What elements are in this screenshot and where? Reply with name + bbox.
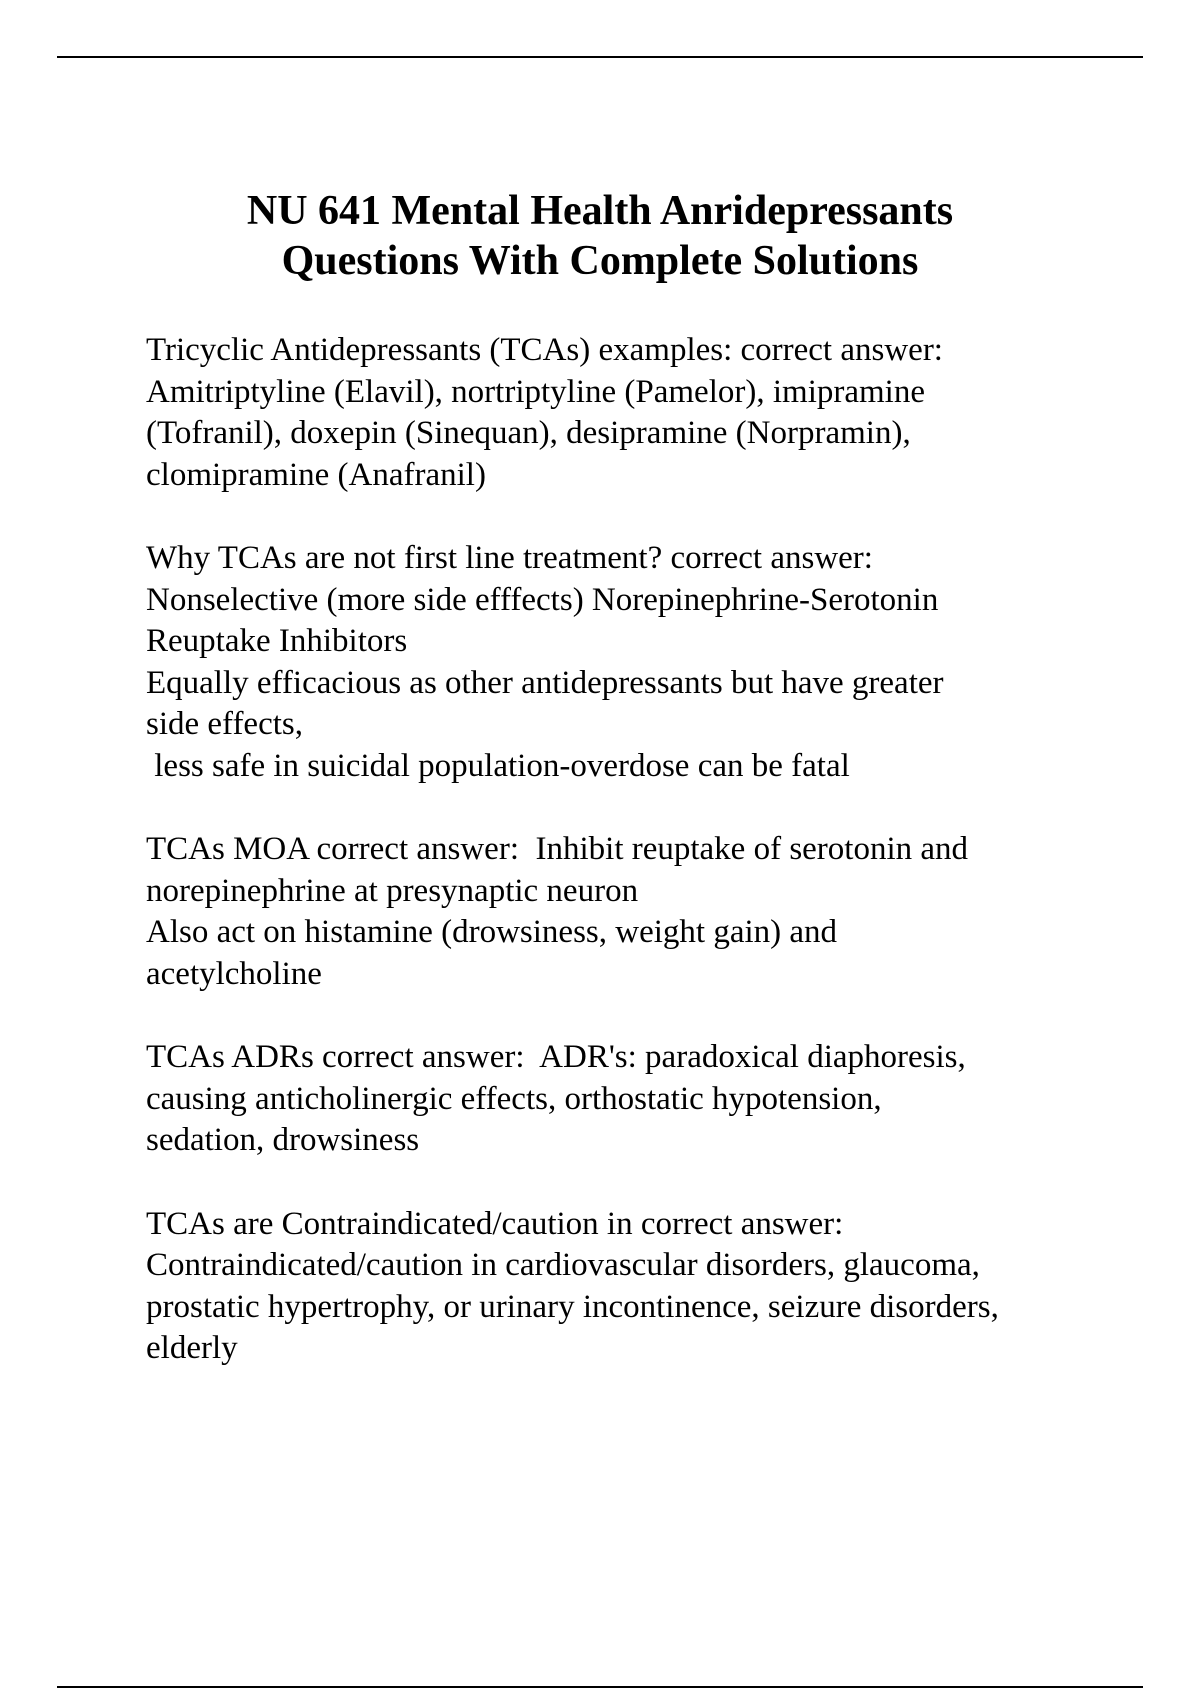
document-body xyxy=(146,330,1146,1412)
text-line: TCAs MOA correct answer: Inhibit reuptake of serotonin and xyxy=(146,831,969,867)
text-line: causing anticholinergic effects, orthostatic hypotension, xyxy=(146,1080,882,1117)
title-line-1: NU 641 Mental Health Anridepressants xyxy=(246,188,954,234)
text-line: Nonselective (more side efffects) Norepinephrine-Serotonin xyxy=(146,581,939,618)
text-line: Why TCAs are not first line treatment? correct answer: xyxy=(146,540,873,576)
title-line-2: Questions With Complete Solutions xyxy=(281,238,919,284)
qa-entry-adrs xyxy=(146,1037,1146,1162)
qa-entry-moa xyxy=(146,829,1146,995)
header-rule xyxy=(57,56,1143,58)
text-line: elderly xyxy=(146,1330,238,1366)
qa-entry-tca-examples xyxy=(146,330,1146,496)
text-line: Reuptake Inhibitors xyxy=(146,623,408,659)
text-line: Also act on histamine (drowsiness, weight gain) and xyxy=(146,914,838,950)
text-line: sedation, drowsiness xyxy=(146,1122,420,1158)
document-title xyxy=(100,186,1100,286)
text-line: Contraindicated/caution in cardiovascular disorders, glaucoma, xyxy=(146,1247,980,1283)
text-line: less safe in suicidal population-overdose can be fatal xyxy=(146,747,850,784)
text-line: prostatic hypertrophy, or urinary incontinence, seizure disorders, xyxy=(146,1288,999,1325)
text-line: acetylcholine xyxy=(146,955,322,992)
text-line: Tricyclic Antidepressants (TCAs) examples: correct answer: xyxy=(146,332,943,368)
text-line: TCAs are Contraindicated/caution in correct answer: xyxy=(146,1205,844,1242)
text-line: side effects, xyxy=(146,706,303,742)
text-line: TCAs ADRs correct answer: ADR's: paradoxical diaphoresis, xyxy=(146,1039,966,1075)
text-line: clomipramine (Anafranil) xyxy=(146,456,486,493)
footer-rule xyxy=(57,1686,1143,1688)
qa-entry-contraindications xyxy=(146,1204,1146,1370)
qa-entry-not-first-line xyxy=(146,538,1146,787)
text-line: norepinephrine at presynaptic neuron xyxy=(146,872,639,909)
text-line: Amitriptyline (Elavil), nortriptyline (Pamelor), imipramine xyxy=(146,373,925,410)
text-line: Equally efficacious as other antidepressants but have greater xyxy=(146,664,944,701)
text-line: (Tofranil), doxepin (Sinequan), desipramine (Norpramin), xyxy=(146,415,911,451)
